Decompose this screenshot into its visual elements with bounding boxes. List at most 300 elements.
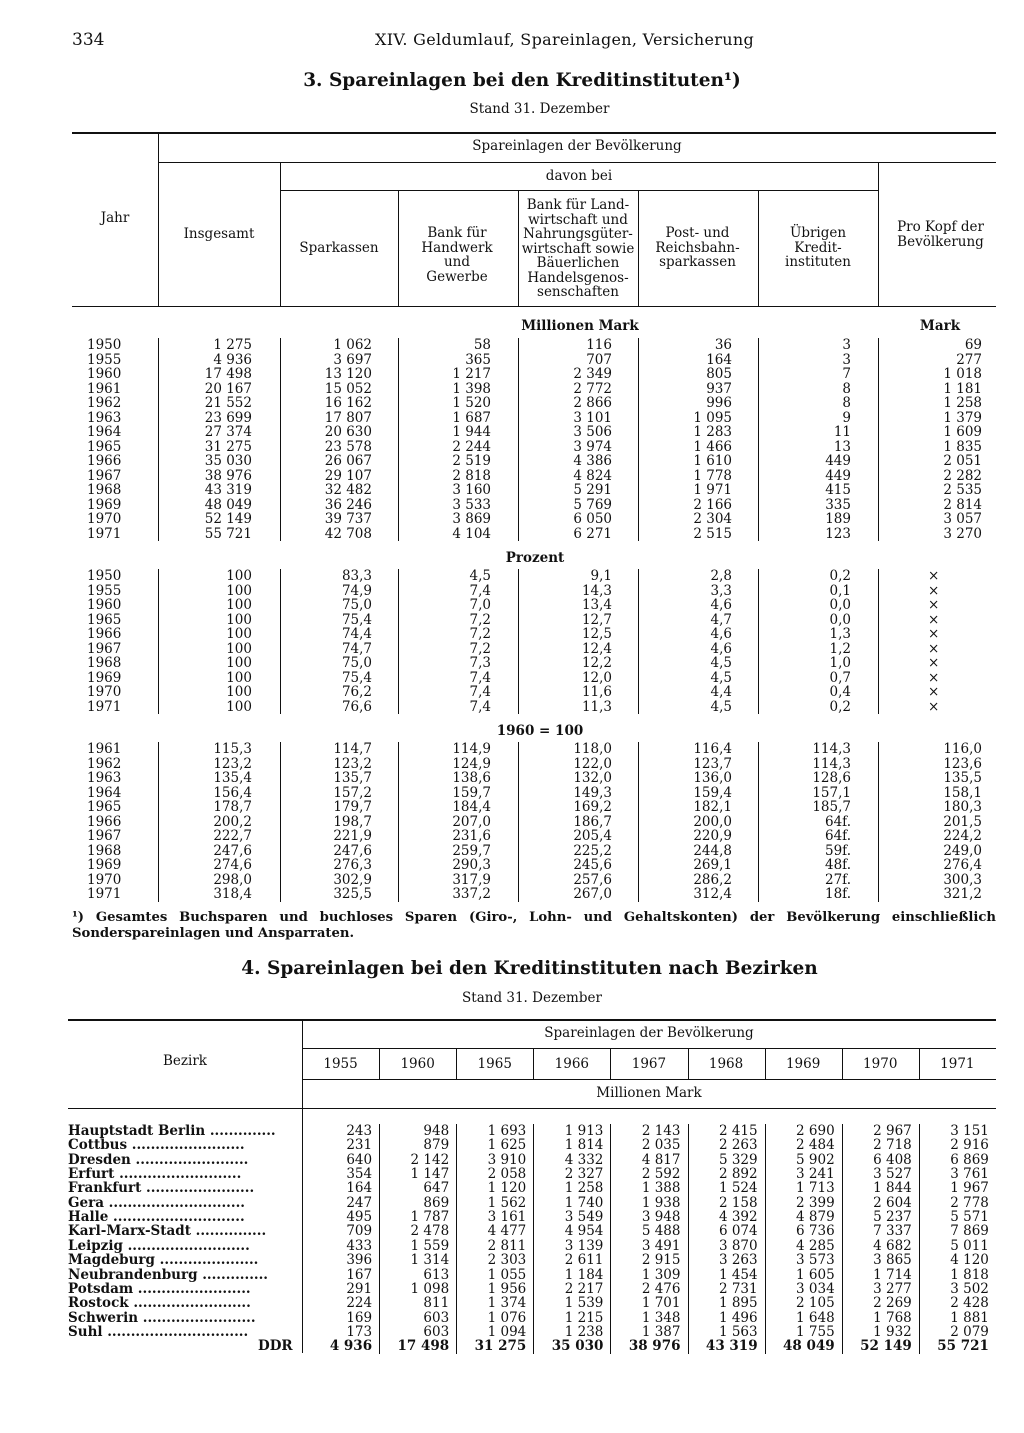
value-cell: 2 105 — [796, 1295, 835, 1312]
value-cell: 3 549 — [564, 1209, 604, 1226]
value-cell: 3 034 — [796, 1280, 835, 1297]
value-cell: × — [928, 626, 940, 642]
value-cell: 74,4 — [341, 626, 372, 642]
value-cell: 4,7 — [710, 611, 732, 628]
value-cell: 5 237 — [873, 1209, 912, 1226]
value-cell: 138,6 — [452, 770, 491, 786]
value-cell: 4 104 — [452, 525, 491, 542]
bezirk-name: Dresden ........................ — [68, 1152, 249, 1168]
bezirk-name: Leipzig .......................... — [68, 1238, 250, 1254]
value-cell: 1 967 — [950, 1180, 989, 1197]
value-cell: 2 778 — [950, 1194, 989, 1211]
value-cell: 1 971 — [693, 482, 732, 498]
value-cell: 396 — [346, 1252, 373, 1269]
year-header: 1969 — [785, 1056, 821, 1072]
value-cell: 1 778 — [693, 467, 732, 484]
value-cell: 3 270 — [943, 525, 982, 542]
value-cell: 64f. — [825, 813, 851, 830]
value-cell: 32 482 — [324, 482, 372, 498]
total-label: DDR — [258, 1338, 293, 1355]
table3-header-bottom-rule — [72, 306, 996, 307]
value-cell: 4,6 — [710, 640, 732, 657]
value-cell: 100 — [226, 698, 252, 715]
value-cell: 9 — [842, 409, 851, 426]
value-cell: 23 699 — [204, 409, 252, 426]
value-cell: 7,2 — [469, 626, 491, 642]
value-cell: 4 682 — [873, 1237, 912, 1254]
value-cell: 135,4 — [213, 770, 252, 786]
value-cell: 3 870 — [718, 1237, 758, 1254]
value-cell: 433 — [346, 1237, 373, 1254]
header-group: Spareinlagen der Bevölkerung — [472, 138, 682, 154]
year-header: 1965 — [477, 1056, 512, 1072]
bezirk-name: Gera ............................. — [68, 1195, 245, 1211]
table3-title: 3. Spareinlagen bei den Kreditinstituten¹) — [303, 70, 741, 91]
value-cell: 1 496 — [718, 1309, 758, 1326]
bezirk-name: Schwerin ........................ — [68, 1310, 256, 1326]
value-cell: 201,5 — [943, 813, 982, 830]
value-cell: 1 348 — [641, 1309, 681, 1326]
value-cell: 42 708 — [324, 525, 372, 542]
value-cell: 178,7 — [213, 799, 252, 815]
value-cell: 3 869 — [452, 511, 491, 527]
value-cell: 23 578 — [324, 438, 372, 455]
value-cell: 1 956 — [487, 1280, 527, 1297]
value-cell: 1 944 — [452, 424, 491, 440]
value-cell: 100 — [226, 568, 252, 584]
section-label-millionen-mark: Millionen Mark — [521, 318, 639, 334]
value-cell: 114,3 — [812, 755, 851, 772]
value-cell: × — [928, 582, 940, 599]
value-cell: 220,9 — [693, 828, 732, 844]
value-cell: 1 768 — [873, 1309, 912, 1326]
value-cell: 4,5 — [710, 669, 732, 686]
page-number: 334 — [72, 30, 105, 50]
value-cell: 1 098 — [410, 1280, 450, 1297]
value-cell: 3,3 — [710, 582, 732, 599]
value-cell: × — [928, 640, 940, 657]
value-cell: 1 314 — [410, 1252, 450, 1269]
value-cell: 0,1 — [829, 582, 851, 599]
value-cell: 3 527 — [873, 1166, 912, 1183]
total-cell: 38 976 — [628, 1338, 681, 1355]
value-cell: 164 — [346, 1180, 373, 1197]
value-cell: 1 398 — [452, 380, 491, 397]
value-cell: 1 238 — [564, 1323, 604, 1340]
value-cell: 69 — [964, 337, 982, 353]
value-cell: 135,5 — [943, 770, 982, 786]
value-cell: 224,2 — [943, 828, 982, 844]
value-cell: 5 011 — [950, 1237, 989, 1254]
value-cell: 38 976 — [204, 467, 252, 484]
value-cell: 205,4 — [573, 828, 612, 844]
value-cell: 286,2 — [693, 871, 732, 888]
value-cell: 55 721 — [204, 525, 252, 542]
value-cell: 1 062 — [333, 337, 372, 353]
value-cell: 3 573 — [796, 1252, 835, 1269]
value-cell: 20 630 — [324, 424, 372, 440]
value-cell: 2 303 — [487, 1252, 527, 1269]
value-cell: 2 611 — [564, 1252, 604, 1269]
value-cell: 2 731 — [718, 1280, 758, 1297]
value-cell: 9,1 — [590, 568, 612, 584]
value-cell: 1 610 — [693, 453, 732, 469]
value-cell: 26 067 — [324, 453, 372, 469]
year-cell: 1970 — [87, 684, 122, 700]
value-cell: 231,6 — [452, 828, 491, 844]
value-cell: 182,1 — [693, 799, 732, 815]
value-cell: 245,6 — [573, 857, 612, 873]
value-cell: 48 049 — [204, 496, 252, 513]
value-cell: 169,2 — [573, 799, 612, 815]
value-cell: 7,0 — [469, 597, 491, 613]
total-cell: 55 721 — [937, 1338, 989, 1355]
value-cell: 7,4 — [469, 669, 491, 686]
value-cell: 13 — [833, 438, 851, 455]
value-cell: 647 — [423, 1180, 450, 1197]
value-cell: 100 — [226, 582, 252, 599]
header-bezirk: Bezirk — [163, 1053, 207, 1069]
value-cell: 7 — [842, 366, 851, 382]
value-cell: 2 035 — [641, 1137, 681, 1154]
value-cell: 4 392 — [718, 1209, 758, 1226]
value-cell: 116,4 — [693, 741, 732, 757]
value-cell: 247,6 — [213, 842, 252, 859]
value-cell: 116 — [586, 337, 612, 353]
value-cell: 6 736 — [796, 1223, 835, 1240]
table3-footnote: ¹) Gesamtes Buchsparen und buchloses Sparen (Giro-, Lohn- und Gehaltskonten) der Bevölkerung einschließlich Sonderspareinlagen und Ansparraten. — [72, 910, 996, 941]
value-cell: 325,5 — [333, 886, 372, 902]
value-cell: 1 787 — [410, 1209, 450, 1226]
value-cell: 1,3 — [829, 626, 851, 642]
value-cell: 247,6 — [333, 842, 372, 859]
value-cell: 123,7 — [693, 755, 732, 772]
value-cell: 2 428 — [950, 1295, 989, 1312]
total-cell: 43 319 — [705, 1338, 758, 1355]
year-cell: 1967 — [87, 828, 122, 844]
value-cell: 640 — [346, 1151, 373, 1168]
year-cell: 1968 — [87, 842, 122, 859]
value-cell: 7,2 — [469, 611, 491, 628]
value-cell: 2 058 — [487, 1166, 527, 1183]
value-cell: 115,3 — [213, 741, 252, 757]
value-cell: 811 — [423, 1295, 450, 1312]
value-cell: 4 332 — [564, 1151, 604, 1168]
value-cell: 1 562 — [487, 1194, 527, 1211]
header-insgesamt: Insgesamt — [183, 226, 255, 242]
value-cell: 114,3 — [812, 741, 851, 757]
year-cell: 1966 — [87, 626, 122, 642]
total-cell: 17 498 — [397, 1338, 450, 1355]
value-cell: 5 902 — [796, 1151, 835, 1168]
value-cell: × — [928, 568, 940, 584]
value-cell: × — [928, 597, 940, 613]
value-cell: 83,3 — [341, 568, 372, 584]
value-cell: 869 — [423, 1194, 450, 1211]
value-cell: 1 120 — [487, 1180, 527, 1197]
bezirk-name: Karl-Marx-Stadt ............... — [68, 1224, 267, 1239]
value-cell: 1 605 — [796, 1266, 835, 1283]
value-cell: 1 895 — [718, 1295, 758, 1312]
value-cell: 157,2 — [333, 784, 372, 801]
year-cell: 1967 — [87, 467, 122, 484]
value-cell: × — [928, 611, 940, 628]
year-cell: 1962 — [87, 395, 122, 411]
value-cell: 291 — [346, 1280, 373, 1297]
value-cell: 1 818 — [950, 1266, 989, 1283]
value-cell: 164 — [706, 351, 732, 368]
value-cell: 1 835 — [943, 438, 982, 455]
value-cell: 122,0 — [573, 755, 612, 772]
value-cell: 1 283 — [693, 424, 732, 440]
value-cell: 2 282 — [943, 467, 982, 484]
value-cell: 1 913 — [564, 1123, 604, 1139]
value-cell: 3 263 — [718, 1252, 758, 1269]
header-jahr: Jahr — [100, 210, 130, 226]
value-cell: 2 476 — [641, 1280, 681, 1297]
value-cell: 805 — [706, 366, 732, 382]
value-cell: 276,4 — [943, 857, 982, 873]
bezirk-name: Erfurt .......................... — [68, 1167, 242, 1182]
value-cell: 207,0 — [452, 813, 491, 830]
table3-top-rule — [72, 132, 996, 134]
value-cell: 365 — [465, 351, 491, 368]
table4-header-bottom-rule — [68, 1108, 996, 1109]
value-cell: 224 — [346, 1295, 373, 1312]
value-cell: 75,4 — [341, 611, 372, 628]
value-cell: 274,6 — [213, 857, 252, 873]
value-cell: 2 263 — [718, 1137, 758, 1154]
value-cell: 7,4 — [469, 684, 491, 700]
value-cell: 1 714 — [873, 1266, 912, 1283]
value-cell: 179,7 — [333, 799, 372, 815]
value-cell: 132,0 — [573, 770, 612, 786]
value-cell: 0,2 — [829, 698, 851, 715]
year-cell: 1969 — [87, 496, 122, 513]
value-cell: 8 — [842, 395, 851, 411]
year-cell: 1962 — [87, 755, 122, 772]
value-cell: 3 277 — [873, 1280, 912, 1297]
table4-header-group: Spareinlagen der Bevölkerung — [544, 1025, 754, 1041]
value-cell: 5 291 — [573, 482, 612, 498]
table4-title: 4. Spareinlagen bei den Kreditinstituten nach Bezirken — [241, 958, 818, 979]
value-cell: 74,7 — [341, 640, 372, 657]
value-cell: 5 571 — [950, 1209, 989, 1226]
value-cell: 225,2 — [573, 842, 612, 859]
value-cell: 1 693 — [487, 1123, 527, 1139]
value-cell: 159,4 — [693, 784, 732, 801]
value-cell: 1 309 — [641, 1266, 681, 1283]
value-cell: 198,7 — [333, 813, 372, 830]
value-cell: 136,0 — [693, 770, 732, 786]
value-cell: 1 388 — [641, 1180, 681, 1197]
value-cell: 2 143 — [641, 1123, 681, 1139]
value-cell: 2 814 — [943, 496, 982, 513]
value-cell: 1,2 — [829, 640, 851, 657]
year-header: 1960 — [400, 1056, 435, 1072]
value-cell: 74,9 — [341, 582, 372, 599]
value-cell: 3 057 — [943, 511, 982, 527]
bezirk-name: Magdeburg ..................... — [68, 1253, 259, 1268]
value-cell: 2 244 — [452, 438, 491, 455]
value-cell: 276,3 — [333, 857, 372, 873]
table4-header-unit: Millionen Mark — [596, 1085, 702, 1101]
value-cell: 269,1 — [693, 857, 732, 873]
value-cell: 1 648 — [796, 1309, 835, 1326]
running-head: XIV. Geldumlauf, Spareinlagen, Versicherung — [375, 30, 755, 49]
value-cell: 13 120 — [324, 366, 372, 382]
value-cell: 149,3 — [573, 784, 612, 801]
value-cell: 247 — [346, 1194, 373, 1211]
value-cell: 1 609 — [943, 424, 982, 440]
value-cell: 2 478 — [410, 1223, 450, 1240]
value-cell: 27 374 — [204, 424, 252, 440]
value-cell: 3 506 — [573, 424, 612, 440]
value-cell: × — [928, 698, 940, 715]
value-cell: 2 866 — [573, 395, 612, 411]
value-cell: 158,1 — [943, 784, 982, 801]
value-cell: 2 915 — [641, 1252, 681, 1269]
value-cell: 495 — [346, 1209, 373, 1226]
value-cell: 185,7 — [812, 799, 851, 815]
value-cell: 3 974 — [573, 438, 612, 455]
value-cell: 2 269 — [873, 1295, 912, 1312]
value-cell: 3 241 — [796, 1166, 835, 1183]
value-cell: 180,3 — [943, 799, 982, 815]
header-post: Post- und Reichsbahn- sparkassen — [655, 225, 740, 270]
year-cell: 1961 — [87, 380, 122, 397]
value-cell: 354 — [346, 1166, 373, 1183]
value-cell: 12,7 — [581, 611, 612, 628]
total-cell: 31 275 — [474, 1338, 527, 1355]
header-sparkassen: Sparkassen — [299, 240, 379, 256]
bezirk-name: Suhl .............................. — [68, 1324, 249, 1340]
value-cell: 1 524 — [718, 1180, 758, 1197]
value-cell: 3 502 — [950, 1280, 989, 1297]
value-cell: 6 271 — [573, 525, 612, 542]
value-cell: 1 520 — [452, 395, 491, 411]
year-cell: 1965 — [87, 438, 122, 455]
year-cell: 1966 — [87, 453, 122, 469]
year-cell: 1964 — [87, 424, 122, 440]
value-cell: 3 — [842, 337, 851, 353]
value-cell: 3 160 — [452, 482, 491, 498]
value-cell: 6 050 — [573, 511, 612, 527]
value-cell: 3 533 — [452, 496, 491, 513]
value-cell: 14,3 — [581, 582, 612, 599]
bezirk-name: Cottbus ........................ — [68, 1138, 245, 1153]
value-cell: 1,0 — [829, 655, 851, 671]
value-cell: 1 275 — [213, 337, 252, 353]
value-cell: 2 515 — [693, 525, 732, 542]
year-cell: 1950 — [87, 568, 122, 584]
value-cell: 11,6 — [581, 684, 612, 700]
value-cell: 128,6 — [812, 770, 851, 786]
total-cell: 52 149 — [860, 1338, 912, 1355]
value-cell: 114,9 — [452, 741, 491, 757]
bezirk-name: Halle ............................ — [68, 1210, 245, 1225]
value-cell: 123,6 — [943, 755, 982, 772]
value-cell: 1 215 — [564, 1309, 604, 1326]
value-cell: 157,1 — [812, 784, 851, 801]
value-cell: 200,0 — [693, 813, 732, 830]
value-cell: 76,6 — [341, 698, 372, 715]
value-cell: 5 769 — [573, 496, 612, 513]
value-cell: 169 — [346, 1309, 373, 1326]
value-cell: 2 690 — [796, 1123, 835, 1139]
value-cell: 75,0 — [341, 597, 372, 613]
value-cell: 2 217 — [564, 1280, 604, 1297]
value-cell: 1 844 — [873, 1180, 912, 1197]
value-cell: 39 737 — [324, 511, 372, 527]
value-cell: 100 — [226, 611, 252, 628]
value-cell: 2,8 — [710, 568, 732, 584]
value-cell: 12,2 — [581, 655, 612, 671]
value-cell: 4 120 — [950, 1252, 989, 1269]
value-cell: 312,4 — [693, 886, 732, 902]
value-cell: 2 535 — [943, 482, 982, 498]
value-cell: 290,3 — [452, 857, 491, 873]
value-cell: 298,0 — [213, 871, 252, 888]
value-cell: 3 697 — [333, 351, 372, 368]
value-cell: 1 387 — [641, 1323, 681, 1340]
value-cell: 1 147 — [410, 1166, 450, 1183]
value-cell: 3 761 — [950, 1166, 989, 1183]
value-cell: 6 074 — [718, 1223, 758, 1240]
value-cell: 7 337 — [873, 1223, 912, 1240]
value-cell: 321,2 — [943, 886, 982, 902]
value-cell: 15 052 — [324, 380, 372, 397]
value-cell: 1 881 — [950, 1309, 989, 1326]
value-cell: 76,2 — [341, 684, 372, 700]
value-cell: 5 488 — [641, 1223, 681, 1240]
value-cell: 4 477 — [487, 1223, 527, 1240]
value-cell: 159,7 — [452, 784, 491, 801]
year-cell: 1967 — [87, 640, 122, 657]
value-cell: 75,4 — [341, 669, 372, 686]
value-cell: 300,3 — [943, 871, 982, 888]
value-cell: 1 374 — [487, 1295, 527, 1312]
value-cell: 4,5 — [710, 698, 732, 715]
year-header: 1955 — [323, 1056, 358, 1072]
value-cell: 18f. — [825, 886, 851, 902]
value-cell: 0,0 — [829, 597, 851, 613]
year-cell: 1969 — [87, 857, 122, 873]
bezirk-name: Neubrandenburg .............. — [68, 1267, 269, 1282]
section-label-prozent: Prozent — [505, 550, 565, 566]
value-cell: 123 — [825, 525, 851, 542]
value-cell: 259,7 — [452, 842, 491, 859]
value-cell: × — [928, 655, 940, 671]
value-cell: 2 327 — [564, 1166, 604, 1183]
value-cell: 1 217 — [452, 366, 491, 382]
value-cell: 173 — [346, 1323, 373, 1340]
value-cell: 318,4 — [213, 886, 252, 902]
value-cell: 3 910 — [487, 1151, 527, 1168]
value-cell: 58 — [473, 337, 491, 353]
year-cell: 1969 — [87, 669, 122, 686]
value-cell: 100 — [226, 669, 252, 686]
value-cell: 1 466 — [693, 438, 732, 455]
value-cell: 2 051 — [943, 453, 982, 469]
value-cell: 4 386 — [573, 453, 612, 469]
year-cell: 1970 — [87, 871, 122, 888]
value-cell: 1 755 — [796, 1323, 835, 1340]
value-cell: 879 — [423, 1137, 450, 1154]
value-cell: 4 936 — [213, 351, 252, 368]
value-cell: 937 — [706, 380, 732, 397]
bezirk-name: Frankfurt ....................... — [68, 1181, 255, 1196]
